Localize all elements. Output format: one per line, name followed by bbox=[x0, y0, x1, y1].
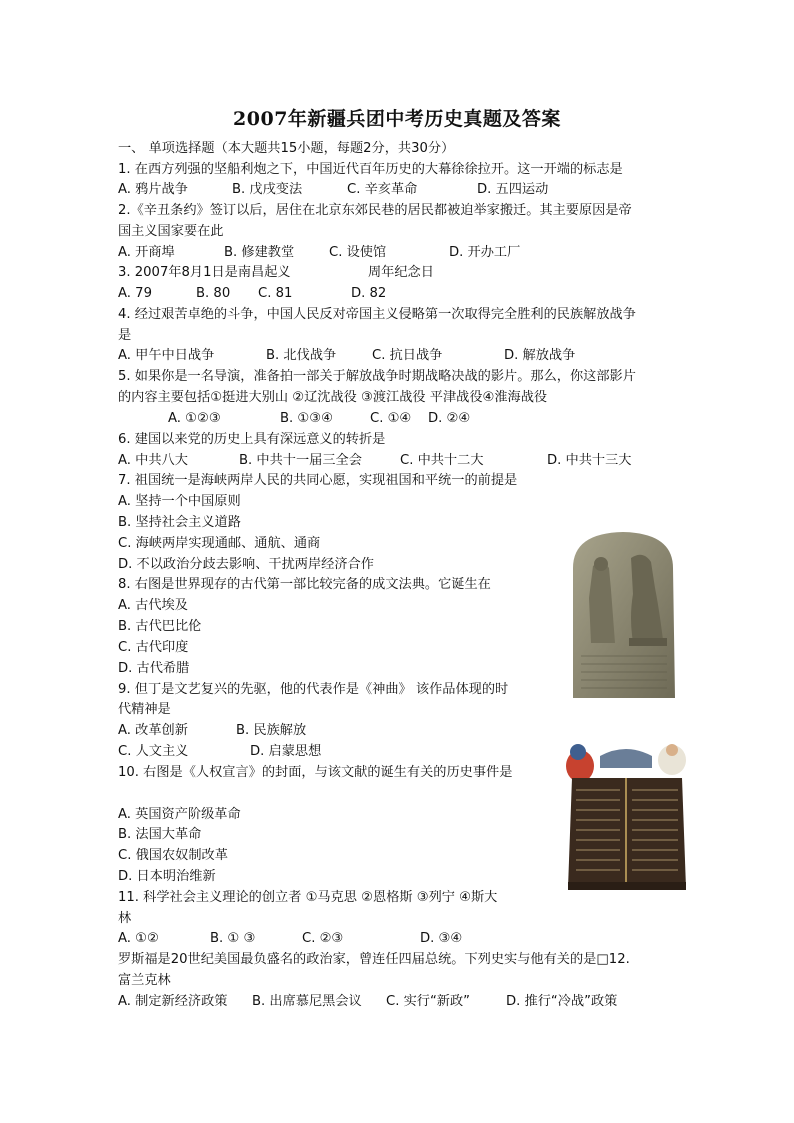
q5-option-c: C. ①④ bbox=[370, 411, 412, 426]
q3-option-a: A. 79 bbox=[118, 286, 152, 301]
q4-options bbox=[118, 347, 575, 365]
q9-option-a: A. 改革创新 bbox=[118, 723, 188, 738]
q3-stem-part1: 3. 2007年8月1日是南昌起义 bbox=[118, 265, 291, 280]
q4-option-d: D. 解放战争 bbox=[504, 348, 576, 363]
hammurabi-stele-image bbox=[563, 528, 683, 698]
q9-option-d: D. 启蒙思想 bbox=[250, 744, 322, 759]
q9-option-c: C. 人文主义 bbox=[118, 744, 189, 759]
q2-option-b: B. 修建教堂 bbox=[224, 245, 295, 260]
q11-option-a: A. ①② bbox=[118, 931, 159, 946]
q3-stem-part2: 周年纪念日 bbox=[368, 265, 434, 280]
q11-option-b: B. ① ③ bbox=[210, 931, 256, 946]
q5-stem-line1: 5. 如果你是一名导演，准备拍一部关于解放战争时期战略决战的影片。那么，你这部影片 bbox=[118, 369, 636, 384]
q2-stem-line1: 2.《辛丑条约》签订以后，居住在北京东郊民巷的居民都被迫举家搬迁。其主要原因是帝 bbox=[118, 203, 632, 218]
q5-option-d: D. ②④ bbox=[428, 411, 471, 426]
q3-options bbox=[118, 285, 386, 303]
q4-option-c: C. 抗日战争 bbox=[372, 348, 443, 363]
q7-option-d: D. 不以政治分歧去影响、干扰两岸经济合作 bbox=[118, 557, 374, 572]
q2-stem-line2: 国主义国家要在此 bbox=[118, 224, 224, 239]
q6-option-b: B. 中共十一届三全会 bbox=[239, 453, 362, 468]
q10-option-a: A. 英国资产阶级革命 bbox=[118, 807, 241, 822]
q7-stem: 7. 祖国统一是海峡两岸人民的共同心愿，实现祖国和平统一的前提是 bbox=[118, 473, 518, 488]
q6-option-c: C. 中共十二大 bbox=[400, 453, 484, 468]
q9-option-b: B. 民族解放 bbox=[236, 723, 307, 738]
q9-stem-line2: 代精神是 bbox=[118, 702, 171, 717]
q1-option-a: A. 鸦片战争 bbox=[118, 182, 188, 197]
q6-options bbox=[118, 452, 631, 470]
q9-options-row1 bbox=[118, 722, 306, 740]
q1-options bbox=[118, 181, 548, 199]
q2-option-d: D. 开办工厂 bbox=[449, 245, 521, 260]
q9-stem-line1: 9. 但丁是文艺复兴的先驱，他的代表作是《神曲》 该作品体现的时 bbox=[118, 682, 509, 697]
q12-option-b: B. 出席慕尼黑会议 bbox=[252, 994, 362, 1009]
q9-options-row2 bbox=[118, 743, 321, 761]
q12-option-c: C. 实行“新政” bbox=[386, 994, 471, 1009]
q5-option-a: A. ①②③ bbox=[168, 411, 221, 426]
q5-stem-line2: 的内容主要包括①挺进大别山 ②辽沈战役 ③渡江战役 平津战役④淮海战役 bbox=[118, 390, 548, 405]
q11-stem-line1: 11. 科学社会主义理论的创立者 ①马克思 ②恩格斯 ③列宁 ④斯大 bbox=[118, 890, 498, 905]
q8-option-c: C. 古代印度 bbox=[118, 640, 189, 655]
q11-option-c: C. ②③ bbox=[302, 931, 344, 946]
q11-option-d: D. ③④ bbox=[420, 931, 463, 946]
q2-option-c: C. 设使馆 bbox=[329, 245, 387, 260]
q2-options bbox=[118, 244, 520, 262]
section-heading: 一、 单项选择题（本大题共15小题，每题2分，共30分） bbox=[118, 141, 455, 156]
q3-stem bbox=[118, 264, 434, 282]
q1-option-d: D. 五四运动 bbox=[477, 182, 549, 197]
q4-option-a: A. 甲午中日战争 bbox=[118, 348, 215, 363]
q7-option-a: A. 坚持一个中国原则 bbox=[118, 494, 241, 509]
q8-stem: 8. 右图是世界现存的古代第一部比较完备的成文法典。它诞生在 bbox=[118, 577, 491, 592]
q12-stem-line2: 富兰克林 bbox=[118, 973, 171, 988]
q5-option-b: B. ①③④ bbox=[280, 411, 333, 426]
q10-stem: 10. 右图是《人权宣言》的封面，与该文献的诞生有关的历史事件是 bbox=[118, 765, 513, 780]
q1-stem: 1. 在西方列强的坚船利炮之下，中国近代百年历史的大幕徐徐拉开。这一开端的标志是 bbox=[118, 162, 623, 177]
q4-stem-line2: 是 bbox=[118, 328, 132, 343]
q11-options bbox=[118, 930, 462, 948]
q12-options bbox=[118, 993, 617, 1011]
q6-option-d: D. 中共十三大 bbox=[547, 453, 632, 468]
q8-option-b: B. 古代巴比伦 bbox=[118, 619, 202, 634]
q6-stem: 6. 建国以来党的历史上具有深远意义的转折是 bbox=[118, 432, 386, 447]
q10-option-c: C. 俄国农奴制改革 bbox=[118, 848, 228, 863]
declaration-of-rights-image bbox=[560, 738, 692, 892]
q10-option-b: B. 法国大革命 bbox=[118, 827, 202, 842]
q7-option-c: C. 海峡两岸实现通邮、通航、通商 bbox=[118, 536, 321, 551]
q2-option-a: A. 开商埠 bbox=[118, 245, 175, 260]
q7-option-b: B. 坚持社会主义道路 bbox=[118, 515, 241, 530]
q6-option-a: A. 中共八大 bbox=[118, 453, 188, 468]
q10-option-d: D. 日本明治维新 bbox=[118, 869, 216, 884]
q12-option-d: D. 推行“冷战”政策 bbox=[506, 994, 618, 1009]
q1-option-b: B. 戊戌变法 bbox=[232, 182, 303, 197]
q8-option-a: A. 古代埃及 bbox=[118, 598, 188, 613]
q3-option-c: C. 81 bbox=[258, 286, 293, 301]
q3-option-d: D. 82 bbox=[351, 286, 387, 301]
q4-option-b: B. 北伐战争 bbox=[266, 348, 337, 363]
q12-stem-line1: 罗斯福是20世纪美国最负盛名的政治家，曾连任四届总统。下列史实与他有关的是□12. bbox=[118, 952, 630, 967]
q1-option-c: C. 辛亥革命 bbox=[347, 182, 418, 197]
page-title: 2007年新疆兵团中考历史真题及答案 bbox=[233, 108, 561, 130]
q5-options bbox=[168, 410, 470, 428]
q3-option-b: B. 80 bbox=[196, 286, 231, 301]
q8-option-d: D. 古代希腊 bbox=[118, 661, 190, 676]
q4-stem-line1: 4. 经过艰苦卓绝的斗争，中国人民反对帝国主义侵略第一次取得完全胜利的民族解放战争 bbox=[118, 307, 636, 322]
q12-option-a: A. 制定新经济政策 bbox=[118, 994, 228, 1009]
q11-stem-line2: 林 bbox=[118, 911, 132, 926]
